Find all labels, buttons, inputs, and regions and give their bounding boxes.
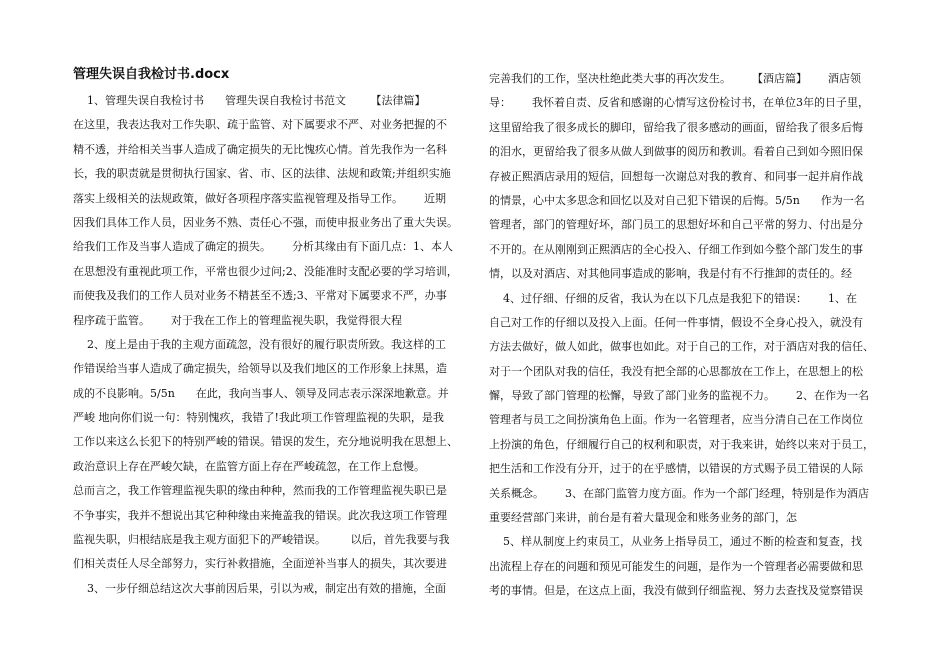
- text-line: 3、一步仔细总结这次大事前因后果，引以为戒，制定出有效的措施，全面: [73, 581, 446, 595]
- text-line: 的情景，心中太多思念和回忆以及对自己犯下错误的后悔。5/5n 作为一名: [489, 193, 865, 207]
- text-line: 精不透，并给相关当事人造成了确定损失的无比愧疚心情。首先我作为一名科: [73, 142, 447, 156]
- text-line: 考的事情。但是，在这点上面，我没有做到仔细监视、努力去查找及觉察错误: [489, 584, 863, 598]
- text-line: 管理者与员工之间扮演角色上面。作为一名管理者，应当分清自己在工作岗位: [489, 413, 863, 427]
- text-line: 落实上级相关的法规政策，做好各项程序落实监视管理及指导工作。 近期: [73, 191, 446, 205]
- text-line: 监视失职，归根结底是我主观方面犯下的严峻错误。 以后，首先我要与我: [73, 533, 450, 547]
- text-line: 严峻 地向你们说一句：特别愧疚，我错了!我此项工作管理监视的失职，是我: [73, 411, 444, 425]
- text-line: 工作以来这么长犯下的特别严峻的错误。错误的发生，充分地说明我在思想上、: [73, 435, 458, 449]
- text-line: 而使我及我们的工作人员对业务不精甚至不透;3、平常对下属要求不严，办事: [73, 289, 447, 303]
- text-line: 5、样从制度上约束员工，从业务上指导员工，通过不断的检查和复查，找: [489, 535, 862, 549]
- text-line: 4、过仔细、仔细的反省，我认为在以下几点是我犯下的错误： 1、在: [489, 291, 857, 305]
- text-line: 程序疏于监管。 对于我在工作上的管理监视失职，我觉得很大程: [73, 313, 402, 327]
- text-line: 2、度上是由于我的主观方面疏忽，没有很好的履行职责所致。我这样的工: [73, 337, 446, 351]
- left-column: [73, 62, 461, 601]
- text-line: 作错误给当事人造成了确定损失，给领导以及我们地区的工作形象上抹黑，造: [73, 362, 447, 376]
- text-line: 懈，导致了部门管理的松懈，导致了部门业务的监视不力。 2、在作为一名: [489, 389, 869, 403]
- text-line: 自己对工作的仔细以及投入上面。任何一件事情，假设不全身心投入，就没有: [489, 315, 863, 329]
- text-line: 完善我们的工作，坚决杜绝此类大事的再次发生。 【酒店篇】 酒店领: [489, 72, 861, 85]
- text-line: 总而言之，我工作管理监视失职的缘由种种，然而我的工作管理监视失职已是: [73, 484, 447, 498]
- text-line: 存被正熙酒店录用的短信，回想每一次谢总对我的教育、和同事一起并肩作战: [489, 169, 863, 183]
- text-line: 出流程上存在的问题和预见可能发生的问题，是作为一个管理者必需要做和思: [489, 559, 863, 573]
- text-line: 方法去做好，做人如此，做事也如此。对于自己的工作，对于酒店对我的信任、: [489, 340, 874, 354]
- text-line: 在这里，我表达我对工作失职、疏于监管、对下属要求不严、对业务把握的不: [73, 118, 447, 132]
- text-line: 不争事实，我并不想说出其它种种缘由来掩盖我的错误。此次我这项工作管理: [73, 508, 447, 522]
- text-line: 上扮演的角色，仔细履行自己的权利和职责，对于我来讲，始终以来对于员工，: [489, 437, 874, 451]
- document-title: 管理失误自我检讨书.docx: [73, 67, 230, 82]
- text-line: 长，我的职责就是贯彻执行国家、省、市、区的法律、法规和政策;并组织实施: [73, 167, 451, 181]
- text-line: 重要经营部门来讲，前台是有着大量现金和账务业务的部门，怎: [489, 511, 797, 525]
- text-line: 把生活和工作没有分开，过于的在乎感情，以错误的方式赐予员工错误的人际: [489, 462, 863, 476]
- text-line: 导： 我怀着自责、反省和感谢的心情写这份检讨书，在单位3年的日子里，: [489, 96, 869, 110]
- right-column: [489, 67, 877, 604]
- text-line: 在思想没有重视此项工作，平常也很少过问;2、没能准时支配必要的学习培训，: [73, 264, 458, 278]
- text-line: 1、管理失误自我检讨书 管理失误自我检讨书范文 【法律篇】: [73, 94, 426, 107]
- text-line: 对于一个团队对我的信任，我没有把全部的心思都放在工作上，在思想上的松: [489, 364, 863, 378]
- text-line: 管理者，部门的管理好坏，部门员工的思想好坏和自己平常的努力、付出是分: [489, 218, 863, 232]
- text-line: 政治意识上存在严峻欠缺，在监管方面上存在严峻疏忽，在工作上怠慢。: [73, 459, 425, 473]
- text-line: 给我们工作及当事人造成了确定的损失。 分析其缘由有下面几点：1、本人: [73, 240, 453, 254]
- text-line: 因我们具体工作人员，因业务不熟、责任心不强，而使申报业务出了重大失误。: [73, 215, 458, 229]
- text-line: 情，以及对酒店、对其他同事造成的影响，我是付有不行推卸的责任的。经: [489, 267, 852, 281]
- text-line: 们相关责任人尽全部努力，实行补救措施，全面逆补当事人的损失，其次要进: [73, 557, 447, 571]
- text-line: 不开的。在从刚刚到正熙酒店的全心投入、仔细工作到如今整个部门发生的事: [489, 242, 863, 256]
- text-line: 这里留给我了很多成长的脚印，留给我了很多感动的画面，留给我了很多后悔: [489, 120, 863, 134]
- text-line: 关系概念。 3、在部门监管力度方面。作为一个部门经理，特别是作为酒店: [489, 486, 869, 500]
- text-line: 成的不良影响。5/5n 在此，我向当事人、领导及同志表示深深地歉意。并: [73, 386, 449, 400]
- text-line: 的泪水，更留给我了很多从做人到做事的阅历和教训。看着自己到如今照旧保: [489, 145, 863, 159]
